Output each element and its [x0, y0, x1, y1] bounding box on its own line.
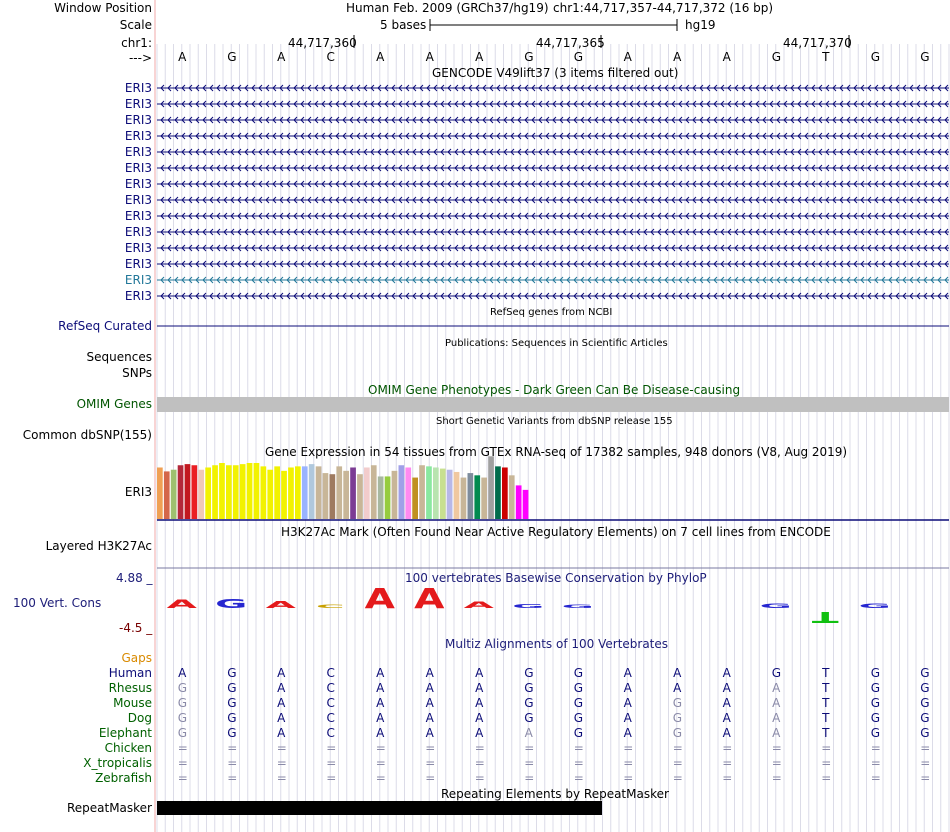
aligned-base: A	[425, 666, 434, 680]
aligned-base: =	[771, 756, 782, 770]
gtex-tissue-bar	[240, 464, 246, 519]
aligned-base: G	[573, 726, 584, 740]
aligned-base: C	[326, 696, 335, 710]
repeatmasker-track-label[interactable]: RepeatMasker	[66, 801, 152, 815]
aligned-base: =	[821, 756, 832, 770]
base-letter: G	[573, 50, 584, 64]
aligned-base: =	[425, 756, 436, 770]
phylop-min-label: -4.5 _	[119, 621, 153, 635]
aligned-base: A	[277, 696, 286, 710]
species-label[interactable]: Rhesus	[108, 681, 152, 695]
aligned-base: =	[474, 741, 485, 755]
gencode-gene-label[interactable]: ERI3	[124, 177, 152, 191]
aligned-base: A	[425, 696, 434, 710]
aligned-base: =	[573, 771, 584, 785]
aligned-base: =	[177, 756, 188, 770]
aligned-base: A	[623, 696, 632, 710]
phylop-score-letter: G	[759, 602, 792, 610]
aligned-base: =	[524, 756, 535, 770]
species-label[interactable]: Dog	[127, 711, 152, 725]
aligned-base: =	[474, 771, 485, 785]
aligned-base: =	[524, 741, 535, 755]
aligned-base: =	[227, 741, 238, 755]
aligned-base: G	[573, 666, 584, 680]
aligned-base: G	[227, 666, 237, 680]
gencode-gene-label[interactable]: ERI3	[124, 257, 152, 271]
phylop-score-letter: A	[364, 582, 395, 616]
gtex-tissue-bar	[185, 464, 191, 519]
aligned-base: G	[870, 726, 881, 740]
aligned-base: G	[573, 696, 584, 710]
aligned-base: G	[672, 711, 683, 725]
gtex-tissue-bar	[267, 470, 273, 519]
aligned-base: G	[870, 666, 881, 680]
aligned-base: A	[623, 726, 632, 740]
aligned-base: C	[326, 681, 335, 695]
gencode-gene-label[interactable]: ERI3	[124, 161, 152, 175]
gencode-gene-label[interactable]: ERI3	[124, 81, 152, 95]
aligned-base: A	[623, 711, 632, 725]
base-letter: A	[722, 50, 731, 64]
aligned-base: =	[672, 771, 683, 785]
aligned-base: A	[475, 681, 484, 695]
aligned-base: G	[227, 696, 237, 710]
aligned-base: =	[672, 741, 683, 755]
gtex-tissue-bar	[281, 471, 287, 519]
repeatmasker-element-bar	[157, 801, 602, 815]
gtex-tissue-bar	[288, 467, 294, 519]
aligned-base: G	[672, 726, 683, 740]
aligned-base: G	[870, 696, 881, 710]
gtex-tissue-bar	[405, 467, 411, 519]
gtex-tissue-bar	[454, 472, 460, 519]
gtex-tissue-bar	[171, 470, 177, 519]
aligned-base: A	[673, 681, 682, 695]
aligned-base: =	[375, 771, 386, 785]
aligned-base: A	[277, 681, 286, 695]
gtex-tissue-bar	[392, 471, 398, 519]
species-label[interactable]: Chicken	[104, 741, 152, 755]
gtex-tissue-bar	[461, 478, 467, 519]
base-letter: C	[326, 50, 335, 64]
gencode-gene-label[interactable]: ERI3	[124, 273, 152, 287]
aligned-base: G	[672, 696, 683, 710]
aligned-base: G	[227, 711, 237, 725]
aligned-base: =	[821, 771, 832, 785]
base-letter: A	[277, 50, 286, 64]
h3k27ac-track-label[interactable]: Layered H3K27Ac	[45, 539, 152, 553]
aligned-base: =	[623, 741, 634, 755]
ruler-tick-3: 44,717,370	[783, 36, 852, 50]
refseq-track-label[interactable]: RefSeq Curated	[58, 319, 152, 333]
gtex-tissue-bar	[330, 474, 336, 519]
dbsnp-track-title: Short Genetic Variants from dbSNP release 155	[436, 416, 673, 427]
gtex-tissue-bar	[226, 465, 232, 519]
aligned-base: G	[920, 726, 930, 740]
aligned-base: A	[425, 681, 434, 695]
base-letter: A	[178, 50, 187, 64]
gencode-gene-label[interactable]: ERI3	[124, 289, 152, 303]
aligned-base: G	[227, 681, 237, 695]
gtex-tissue-bar	[198, 470, 204, 519]
aligned-base: A	[722, 666, 731, 680]
aligned-base: C	[326, 726, 335, 740]
omim-track-title: OMIM Gene Phenotypes - Dark Green Can Be Disease-causing	[368, 383, 741, 397]
aligned-base: T	[822, 726, 830, 740]
multiz-track-title: Multiz Alignments of 100 Vertebrates	[445, 637, 669, 651]
gtex-tissue-bar	[509, 475, 515, 519]
aligned-base: A	[623, 681, 632, 695]
aligned-base: A	[425, 726, 434, 740]
aligned-base: =	[623, 771, 634, 785]
aligned-base: T	[822, 666, 830, 680]
aligned-base: =	[326, 756, 337, 770]
phylop-track-label[interactable]: 100 Vert. Cons	[13, 596, 102, 610]
aligned-base: G	[177, 681, 188, 695]
phylop-score-letter: A	[265, 598, 296, 611]
base-letter: G	[870, 50, 881, 64]
aligned-base: G	[177, 711, 188, 725]
phylop-score-letter: A	[166, 597, 197, 611]
aligned-base: G	[227, 726, 237, 740]
window-position-label: Window Position	[54, 1, 152, 15]
aligned-base: =	[375, 756, 386, 770]
gtex-tissue-bar	[385, 476, 391, 519]
aligned-base: C	[326, 711, 335, 725]
assembly-text: Human Feb. 2009 (GRCh37/hg19)	[346, 1, 549, 15]
scale-text: 5 bases	[380, 18, 427, 32]
gtex-tissue-bar	[309, 464, 315, 519]
aligned-base: A	[623, 666, 632, 680]
snps-track-label[interactable]: SNPs	[122, 366, 152, 380]
aligned-base: A	[772, 711, 781, 725]
base-letter: G	[771, 50, 782, 64]
aligned-base: =	[227, 756, 238, 770]
chrom-label: chr1:	[121, 36, 152, 50]
strand-label: --->	[128, 51, 152, 65]
publications-track-label[interactable]: Sequences	[86, 350, 152, 364]
gtex-tissue-bar	[212, 465, 218, 519]
gtex-tissue-bar	[192, 465, 198, 519]
gencode-gene-label[interactable]: ERI3	[124, 113, 152, 127]
base-letter: T	[822, 50, 830, 64]
aligned-base: G	[920, 681, 930, 695]
gtex-tissue-bar	[447, 470, 453, 519]
phylop-score-letter: G	[561, 604, 594, 610]
aligned-base: A	[722, 681, 731, 695]
aligned-base: =	[524, 771, 535, 785]
aligned-base: =	[177, 771, 188, 785]
base-letter: A	[376, 50, 385, 64]
aligned-base: T	[822, 696, 830, 710]
phylop-score-letter: A	[414, 582, 445, 616]
gtex-tissue-bar	[316, 466, 322, 519]
aligned-base: A	[376, 681, 385, 695]
aligned-base: T	[822, 681, 830, 695]
phylop-track-title: 100 vertebrates Basewise Conservation by PhyloP	[405, 571, 707, 585]
gtex-tissue-bar	[399, 465, 405, 519]
gencode-gene-label[interactable]: ERI3	[124, 193, 152, 207]
gencode-gene-label[interactable]: ERI3	[124, 129, 152, 143]
aligned-base: G	[920, 666, 930, 680]
gtex-tissue-bar	[164, 471, 170, 519]
gtex-tissue-bar	[523, 490, 529, 519]
aligned-base: =	[722, 741, 733, 755]
aligned-base: =	[771, 771, 782, 785]
aligned-base: A	[673, 666, 682, 680]
aligned-base: G	[870, 711, 881, 725]
aligned-base: G	[920, 711, 930, 725]
aligned-base: =	[276, 771, 287, 785]
aligned-base: =	[276, 756, 287, 770]
base-letter: A	[425, 50, 434, 64]
aligned-base: =	[474, 756, 485, 770]
aligned-base: =	[672, 756, 683, 770]
gtex-tissue-bar	[440, 469, 446, 519]
aligned-base: A	[376, 711, 385, 725]
scale-label: Scale	[119, 18, 152, 32]
gtex-tissue-bar	[178, 465, 184, 519]
aligned-base: A	[772, 696, 781, 710]
aligned-base: =	[425, 741, 436, 755]
gtex-tissue-bar	[412, 478, 418, 519]
gtex-tissue-bar	[233, 465, 239, 519]
gencode-track-title: GENCODE V49lift37 (3 items filtered out)	[432, 66, 679, 80]
aligned-base: G	[573, 711, 584, 725]
h3k27ac-track-title: H3K27Ac Mark (Often Found Near Active Regulatory Elements) on 7 cell lines from ENCODE	[281, 525, 831, 539]
species-label[interactable]: Mouse	[113, 696, 152, 710]
aligned-base: =	[920, 756, 931, 770]
gtex-tissue-bar	[433, 467, 439, 519]
gtex-tissue-bar	[205, 467, 211, 519]
gtex-tissue-bar	[254, 463, 260, 519]
aligned-base: G	[524, 681, 534, 695]
aligned-base: A	[722, 711, 731, 725]
gtex-tissue-bar	[261, 466, 267, 519]
gencode-gene-label[interactable]: ERI3	[124, 145, 152, 159]
aligned-base: =	[326, 741, 337, 755]
aligned-base: G	[524, 696, 534, 710]
aligned-base: A	[475, 726, 484, 740]
aligned-base: G	[573, 681, 584, 695]
base-letter: G	[524, 50, 534, 64]
base-letter: G	[227, 50, 237, 64]
phylop-score-letter: G	[215, 596, 248, 612]
phylop-score-letter: G	[512, 603, 545, 610]
aligned-base: A	[277, 711, 286, 725]
gencode-gene-label[interactable]: ERI3	[124, 225, 152, 239]
aligned-base: G	[870, 681, 881, 695]
gtex-tissue-bar	[157, 467, 163, 519]
aligned-base: =	[722, 756, 733, 770]
aligned-base: A	[425, 711, 434, 725]
aligned-base: A	[277, 726, 286, 740]
aligned-base: =	[425, 771, 436, 785]
gtex-tissue-bar	[219, 463, 225, 519]
aligned-base: A	[178, 666, 187, 680]
phylop-score-letter: G	[858, 602, 891, 610]
gaps-label: Gaps	[121, 651, 152, 665]
aligned-base: =	[177, 741, 188, 755]
gtex-tissue-bar	[481, 478, 487, 519]
aligned-base: =	[870, 741, 881, 755]
aligned-base: A	[376, 666, 385, 680]
aligned-base: =	[227, 771, 238, 785]
aligned-base: G	[177, 726, 188, 740]
omim-bar	[157, 397, 949, 412]
phylop-score-letter: A	[463, 599, 494, 611]
aligned-base: T	[822, 711, 830, 725]
base-letter: A	[673, 50, 682, 64]
base-letter: A	[623, 50, 632, 64]
aligned-base: A	[524, 726, 533, 740]
aligned-base: C	[326, 666, 335, 680]
aligned-base: G	[771, 666, 782, 680]
aligned-base: =	[722, 771, 733, 785]
aligned-base: =	[870, 756, 881, 770]
species-label[interactable]: X_tropicalis	[83, 756, 152, 770]
aligned-base: A	[376, 696, 385, 710]
aligned-base: A	[475, 711, 484, 725]
aligned-base: A	[722, 726, 731, 740]
aligned-base: A	[277, 666, 286, 680]
gtex-tissue-bar	[371, 465, 377, 519]
aligned-base: =	[326, 771, 337, 785]
aligned-base: A	[772, 681, 781, 695]
gencode-gene-label[interactable]: ERI3	[124, 97, 152, 111]
repeatmasker-track-title: Repeating Elements by RepeatMasker	[441, 787, 669, 801]
species-label[interactable]: Zebrafish	[95, 771, 152, 785]
phylop-score-letter: C	[315, 604, 345, 610]
aligned-base: =	[623, 756, 634, 770]
ruler-tick-2: 44,717,365	[536, 36, 605, 50]
aligned-base: G	[920, 696, 930, 710]
species-label[interactable]: Human	[108, 666, 152, 680]
gtex-tissue-bar	[474, 475, 480, 519]
aligned-base: A	[772, 726, 781, 740]
db-text: hg19	[685, 18, 716, 32]
species-label[interactable]: Elephant	[98, 726, 152, 740]
refseq-track-title: RefSeq genes from NCBI	[490, 307, 613, 318]
gtex-tissue-bar	[378, 476, 384, 519]
gtex-gene-label[interactable]: ERI3	[124, 485, 152, 499]
publications-track-title: Publications: Sequences in Scientific Articles	[445, 338, 668, 349]
aligned-base: =	[573, 756, 584, 770]
gtex-tissue-bar	[516, 485, 522, 519]
dbsnp-track-label[interactable]: Common dbSNP(155)	[22, 428, 152, 442]
gtex-track-title: Gene Expression in 54 tissues from GTEx RNA-seq of 17382 samples, 948 donors (V8, Aug 2019)	[265, 445, 848, 459]
aligned-base: A	[475, 666, 484, 680]
aligned-base: =	[870, 771, 881, 785]
gtex-tissue-bar	[502, 467, 508, 519]
gtex-tissue-bar	[323, 473, 329, 519]
gtex-tissue-bar	[247, 463, 253, 519]
phylop-max-label: 4.88 _	[116, 571, 153, 585]
aligned-base: =	[920, 741, 931, 755]
aligned-base: A	[722, 696, 731, 710]
gtex-tissue-bar	[364, 467, 370, 519]
gtex-tissue-bar	[426, 466, 432, 519]
omim-track-label[interactable]: OMIM Genes	[76, 397, 152, 411]
gtex-tissue-bar	[495, 466, 501, 519]
gencode-gene-label[interactable]: ERI3	[124, 241, 152, 255]
gtex-tissue-bar	[274, 466, 280, 519]
gtex-tissue-bar	[295, 466, 301, 519]
base-letter: G	[920, 50, 930, 64]
gtex-tissue-bar	[302, 466, 308, 519]
aligned-base: G	[524, 666, 534, 680]
gtex-tissue-bar	[468, 473, 474, 519]
gtex-tissue-bar	[350, 467, 356, 519]
phylop-score-letter: T	[811, 607, 839, 626]
gtex-tissue-bar	[488, 456, 494, 519]
aligned-base: =	[573, 741, 584, 755]
base-letter: A	[475, 50, 484, 64]
gtex-tissue-bar	[336, 466, 342, 519]
aligned-base: =	[821, 741, 832, 755]
aligned-base: =	[771, 741, 782, 755]
aligned-base: G	[177, 696, 188, 710]
aligned-base: =	[375, 741, 386, 755]
gtex-tissue-bar	[357, 474, 363, 519]
aligned-base: A	[376, 726, 385, 740]
aligned-base: =	[276, 741, 287, 755]
aligned-base: G	[524, 711, 534, 725]
position-text: chr1:44,717,357-44,717,372 (16 bp)	[553, 1, 774, 15]
ruler-tick-1: 44,717,360	[288, 36, 357, 50]
gtex-tissue-bar	[343, 471, 349, 519]
aligned-base: A	[475, 696, 484, 710]
gtex-tissue-bar	[419, 465, 425, 519]
aligned-base: =	[920, 771, 931, 785]
gencode-gene-label[interactable]: ERI3	[124, 209, 152, 223]
